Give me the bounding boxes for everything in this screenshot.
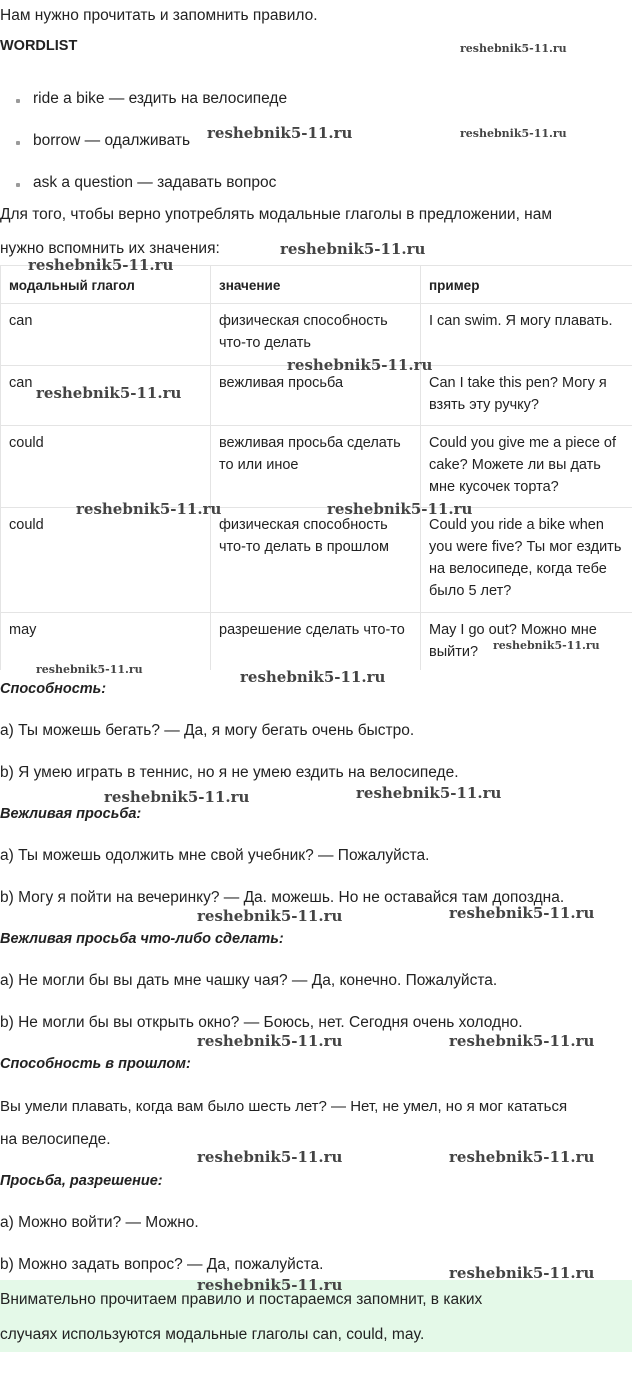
watermark: reshebnik5-11.ru [327,500,473,518]
table-row [1,304,632,366]
section-heading: Вежливая просьба что-либо сделать: [0,931,284,947]
watermark: reshebnik5-11.ru [36,663,143,676]
watermark: reshebnik5-11.ru [197,1032,343,1050]
table-cell: could [1,508,211,613]
note-line-1: Внимательно прочитаем правило и постараемся запомнит, в каких [0,1291,483,1308]
table-cell: Could you give me a piece of cake? Можете ли вы дать мне кусочек торта? [421,426,632,508]
section-heading: Способность: [0,681,107,697]
table-cell: May I go out? Можно мне выйти? [421,613,632,671]
explanation-line-2: нужно вспомнить их значения: [0,240,220,257]
watermark: reshebnik5-11.ru [356,784,502,802]
watermark: reshebnik5-11.ru [76,500,222,518]
section-heading: Способность в прошлом: [0,1056,191,1072]
table-cell: may [1,613,211,671]
table-cell: I can swim. Я могу плавать. [421,304,632,366]
section-line: a) Не могли бы вы дать мне чашку чая? — Да, конечно. Пожалуйста. [0,972,498,989]
table-row [1,366,632,426]
section-line: a) Ты можешь бегать? — Да, я могу бегать очень быстро. [0,722,415,739]
bullet-icon [16,141,20,145]
table-cell: физическая способность что-то делать [211,304,421,366]
watermark: reshebnik5-11.ru [197,1148,343,1166]
section-line: b) Я умею играть в теннис, но я не умею ездить на велосипеде. [0,764,459,781]
table-cell: физическая способность что-то делать в прошлом [211,508,421,613]
section-line: на велосипеде. [0,1131,111,1148]
table-header-row [1,266,632,304]
watermark: reshebnik5-11.ru [493,639,600,652]
watermark: reshebnik5-11.ru [460,127,567,140]
table-row [1,426,632,508]
intro-text: Нам нужно прочитать и запомнить правило. [0,7,318,24]
watermark: reshebnik5-11.ru [460,42,567,55]
header-meaning: значение [211,266,421,304]
table-cell: can [1,366,211,426]
table-cell: вежливая просьба сделать то или иное [211,426,421,508]
table-cell: Could you ride a bike when you were five? Ты мог ездить на велосипеде, когда тебе было 5 лет? [421,508,632,613]
header-modal-verb: модальный глагол [1,266,211,304]
watermark: reshebnik5-11.ru [197,1276,343,1294]
table-cell: Can I take this pen? Могу я взять эту ручку? [421,366,632,426]
section-line: b) Могу я пойти на вечеринку? — Да. можешь. Но не оставайся там допоздна. [0,889,565,906]
watermark: reshebnik5-11.ru [280,240,426,258]
rule-note [0,1280,632,1352]
watermark: reshebnik5-11.ru [207,124,353,142]
watermark: reshebnik5-11.ru [449,1264,595,1282]
modal-verbs-table [0,265,632,670]
bullet-icon [16,99,20,103]
section-heading: Вежливая просьба: [0,806,142,822]
watermark: reshebnik5-11.ru [287,356,433,374]
wordlist-title: WORDLIST [0,38,78,54]
section-heading: Просьба, разрешение: [0,1173,163,1189]
watermark: reshebnik5-11.ru [449,904,595,922]
section-line: a) Можно войти? — Можно. [0,1214,199,1231]
section-line: b) Не могли бы вы открыть окно? — Боюсь, нет. Сегодня очень холодно. [0,1014,523,1031]
watermark: reshebnik5-11.ru [449,1148,595,1166]
section-line: a) Ты можешь одолжить мне свой учебник? — Пожалуйста. [0,847,430,864]
section-line: Вы умели плавать, когда вам было шесть лет? — Нет, не умел, но я мог кататься [0,1098,568,1115]
section-line: b) Можно задать вопрос? — Да, пожалуйста. [0,1256,324,1273]
watermark: reshebnik5-11.ru [240,668,386,686]
header-example: пример [421,266,632,304]
table-row [1,508,632,613]
modal-verbs-table-wrapper [0,265,632,670]
explanation-line-1: Для того, чтобы верно употреблять модальные глаголы в предложении, нам [0,206,553,223]
watermark: reshebnik5-11.ru [36,384,182,402]
table-cell: can [1,304,211,366]
note-line-2: случаях используются модальные глаголы can, could, may. [0,1326,425,1343]
table-cell: разрешение сделать что-то [211,613,421,671]
watermark: reshebnik5-11.ru [449,1032,595,1050]
watermark: reshebnik5-11.ru [28,256,174,274]
watermark: reshebnik5-11.ru [104,788,250,806]
watermark: reshebnik5-11.ru [197,907,343,925]
table-cell: could [1,426,211,508]
bullet-icon [16,183,20,187]
table-row [1,613,632,671]
table-cell: вежливая просьба [211,366,421,426]
